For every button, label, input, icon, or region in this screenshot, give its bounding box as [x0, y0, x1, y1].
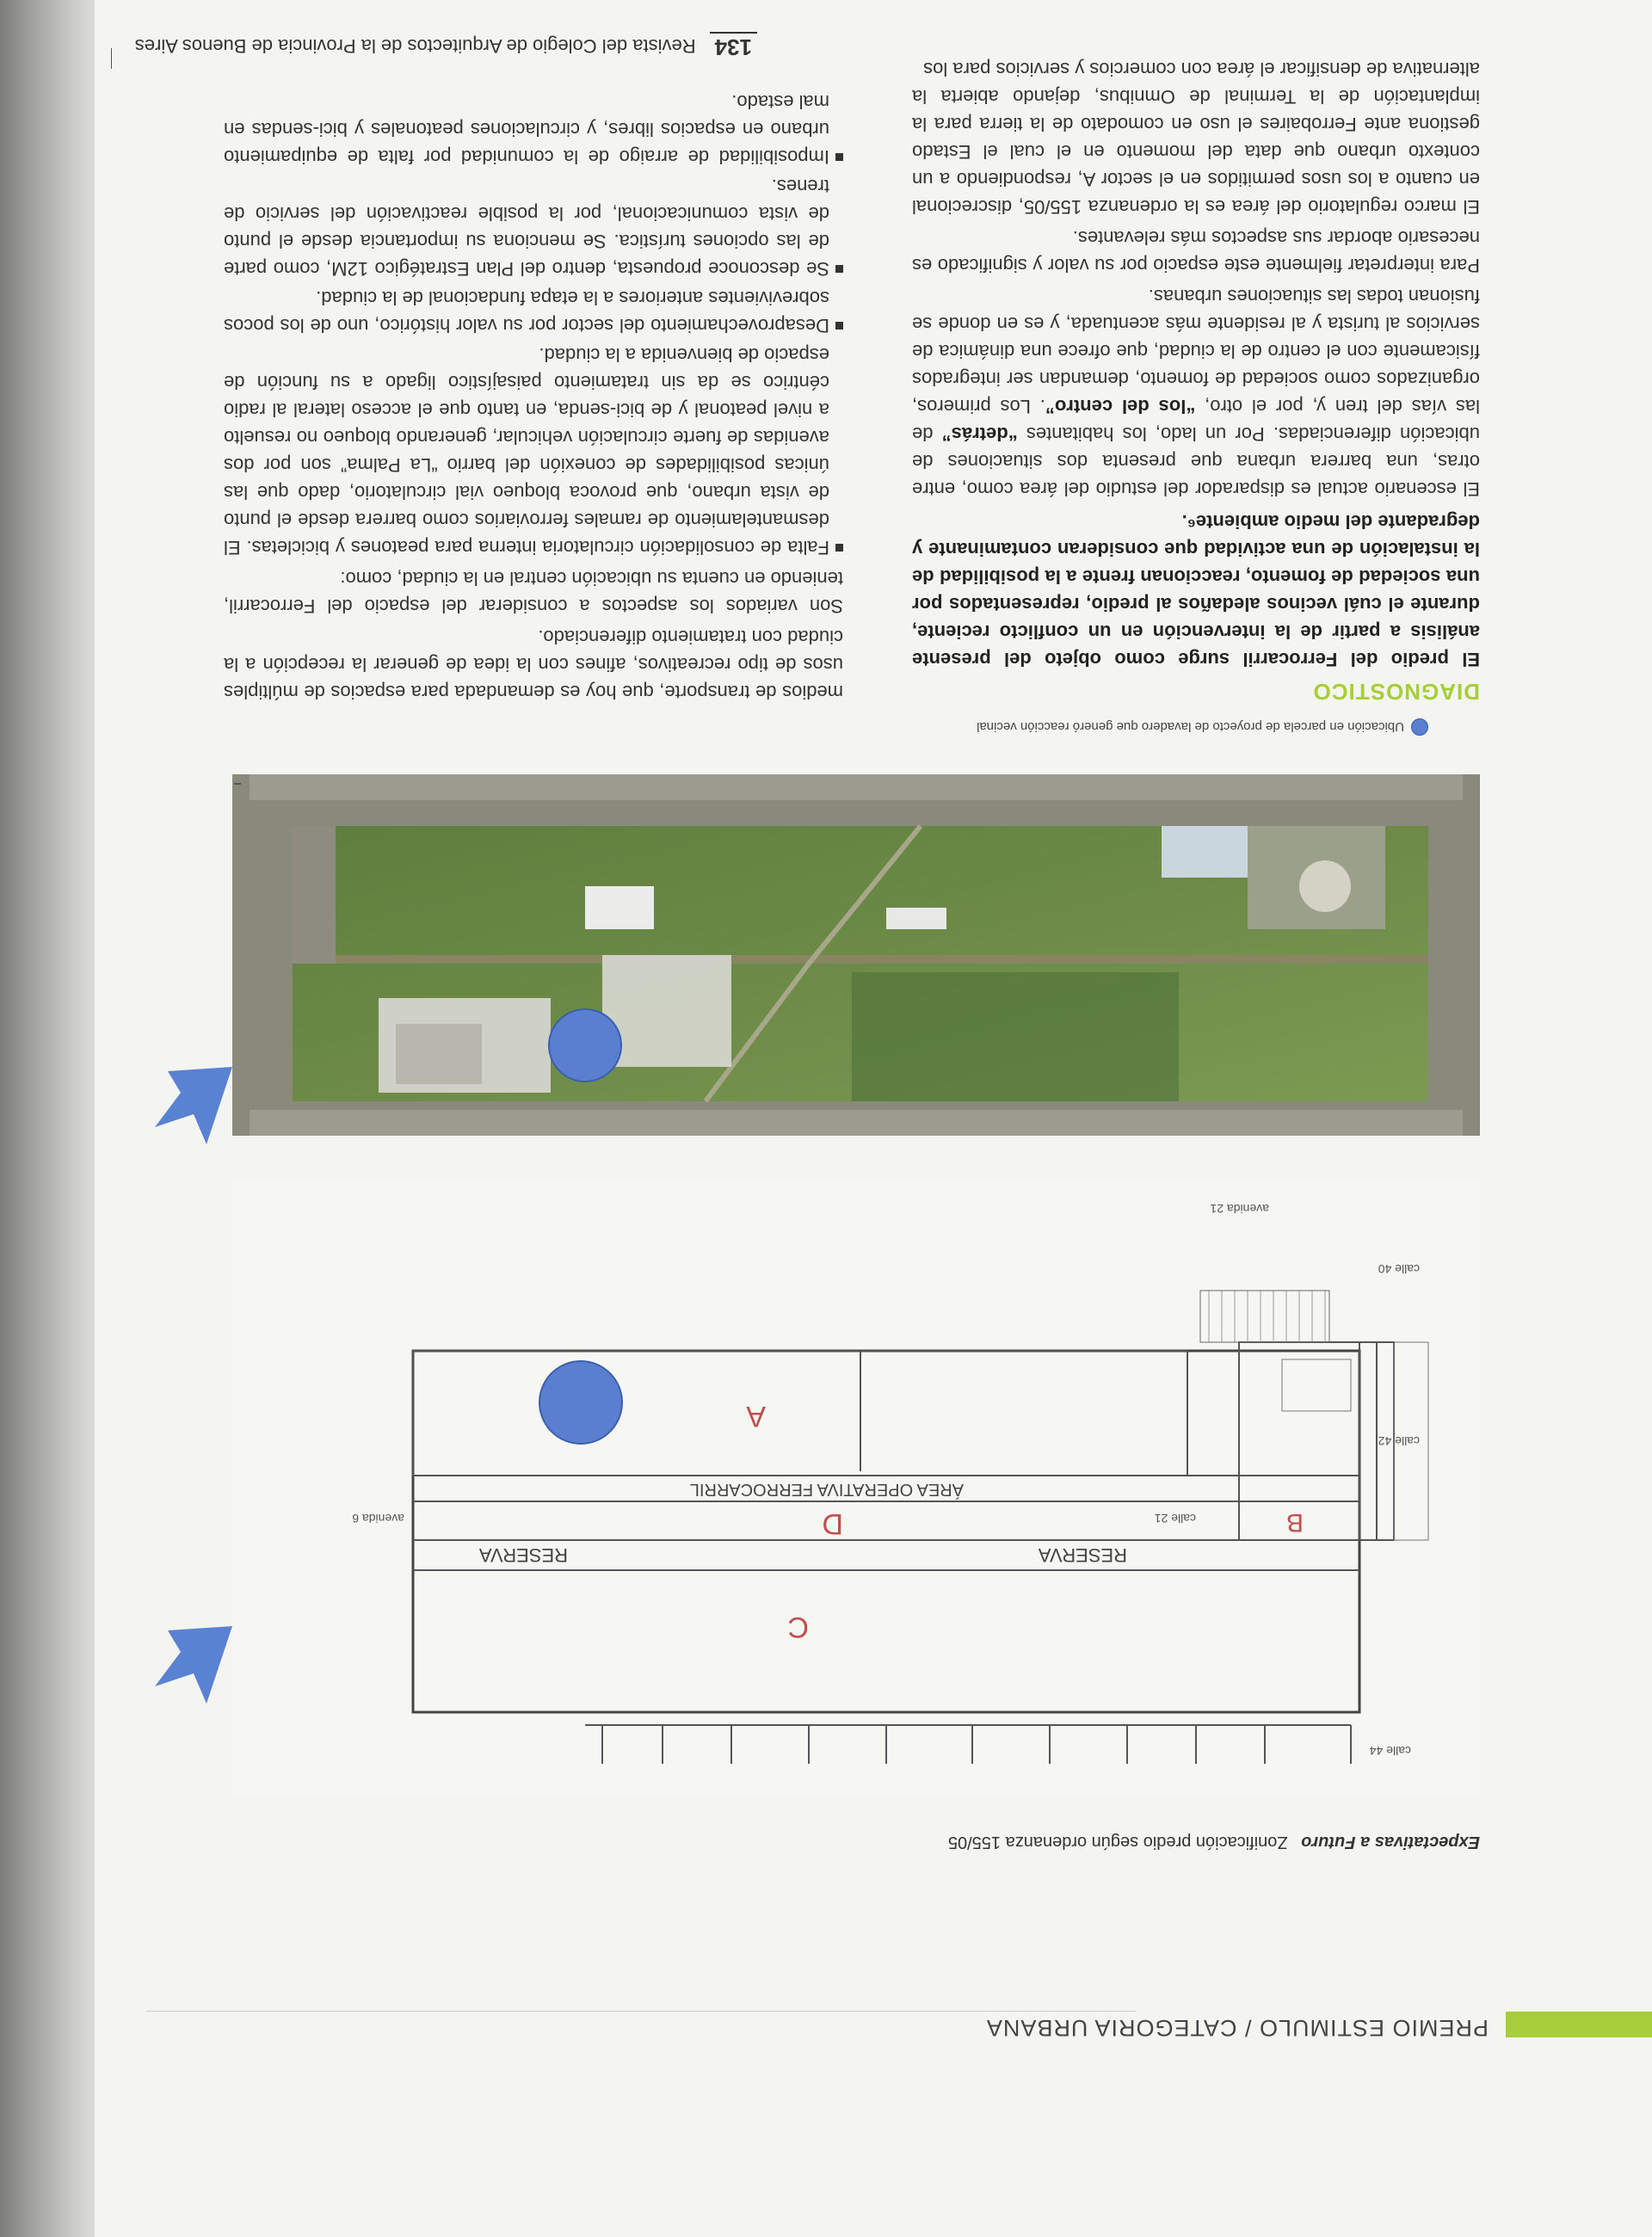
zone-d-label: D	[822, 1507, 843, 1540]
article-column-left	[912, 52, 1480, 706]
caption-lead: Expectativas a Futuro	[1301, 1833, 1480, 1852]
bullet-item: Desaprovechamiento del sector por su valor histórico, uno de los pocos sobrevivientes anteriores a la etapa fundacional de la ciudad.	[224, 284, 843, 339]
reserva-right-label: RESERVA	[1038, 1544, 1127, 1566]
section-heading: DIAGNOSTICO	[1312, 679, 1480, 705]
lead-paragraph: El predio del Ferrocarril surge como objeto del presente análisis a partir de la intervención en un conflicto reciente, durante el cuál vecinos aledaños al predio, representados por una sociedad de fomento, reaccionan frente a la posibilidad de la instalación de una actividad que consideran contaminante y degradante del medio ambiente⁶.	[912, 511, 1480, 670]
reserva-left-label: RESERVA	[478, 1544, 568, 1566]
paragraph: Para interpretar fielmente este espacio por su valor y significado es necesario abordar sus aspectos más relevantes.	[912, 227, 1480, 276]
page-folio	[135, 32, 757, 60]
paragraph: Son variados los aspectos a considerar del espacio del Ferrocarril, teniendo en cuenta su ubicación central en la ciudad, como:	[224, 568, 843, 617]
legend-dot	[1411, 718, 1428, 736]
paragraph	[912, 282, 1480, 502]
street-44-label: calle 44	[1369, 1744, 1411, 1758]
zone-a-label: A	[746, 1400, 766, 1433]
emphasis: “detrás”	[941, 423, 1018, 445]
zone-c-label: C	[787, 1611, 809, 1643]
zone-b-label: B	[1285, 1508, 1304, 1537]
aerial-photo	[232, 774, 1480, 1136]
arrow-icon	[155, 1067, 232, 1144]
bullet-item: Imposibilidad de arraigo de la comunidad por falta de equipamiento urbano en espacios libres, y circulaciones peatonales y bici-sendas en mal estado.	[224, 88, 843, 170]
article-column-right	[224, 86, 843, 706]
legend-text: Ubicación en parcela de proyecto de lavadero que generó reacción vecinal	[977, 719, 1404, 735]
bullet-item: Falta de consolidación circulatoria interna para peatones y bicicletas. El desmantelamiento de ramales ferroviarios como barrera desde el punto de vista urbano, que provoca bloqueo vial circulatorio, dado que las únicas posibilidades de conexión del barrio “La Palma” son por dos avenidas de fuerte circulación vehicular, generando bloqueo no resuelto a nivel peatonal y de bici-senda, en tanto que el acceso lateral al radio céntrico se da sin tratamiento paisajístico ligado a su función de espacio de bienvenida a la ciudad.	[224, 341, 843, 561]
figure-legend	[977, 718, 1428, 736]
header-rule	[146, 2011, 1136, 2012]
lavadero-location-marker	[539, 1361, 622, 1444]
operative-area-label: ÁREA OPERATIVA FERROCARRIL	[689, 1480, 964, 1499]
street-40-label: calle 40	[1378, 1262, 1420, 1276]
paragraph: El marco regulatorio del área es la ordenanza 155/05, discrecional en cuanto a los usos permitidos en el sector A, respondiendo a un contexto urbano que data del momento en el cual el Estado gestiona ante Ferrobaires el uso en comodato de la tierra para la implantación de la Terminal de Omnibus, dejando abierta la alternativa de densificar el área con comercios y servicios para los	[912, 59, 1480, 218]
paragraph: medios de transporte, que hoy es demandada para espacios de múltiples usos de tipo recreativos, afines con la idea de generar la recepción a la ciudad con tratamiento diferenciado.	[224, 626, 843, 703]
crop-mark	[111, 48, 112, 69]
text-run: . Los primeros, organizados como sociedad de fomento, demandan ser integrados físicamente con el centro de la ciudad, que ofrece una dinámica de servicios al turista y al residente más acentuada, y es en donde se fusionan todas las situaciones urbanas.	[912, 286, 1480, 417]
avenue-6-label: avenida 6	[352, 1512, 404, 1525]
text-run: de las vías del tren y, por el otro,	[912, 396, 1480, 445]
figure-caption	[948, 1832, 1480, 1852]
journal-name: Revista del Colegio de Arquitectos de la Provincia de Buenos Aires	[134, 35, 696, 57]
scanned-page	[95, 0, 1652, 2237]
bullet-item: Se desconoce propuesta, dentro del Plan Estratégico 12M, como parte de las opciones turística. Se menciona su importancia desde el punto de vista comunicacional, por la posible reactivación del servicio de trenes.	[224, 172, 843, 282]
text-run: El escenario actual es disparador del estudio del área como, entre otras, una barrera urbana que presenta dos situaciones de ubicación diferenciadas. Por un lado, los habitantes	[912, 423, 1480, 500]
margin-mark	[234, 783, 241, 785]
arrow-icon	[155, 1626, 232, 1704]
street-42-label: calle 42	[1378, 1434, 1420, 1448]
street-21-label: calle 21	[1154, 1512, 1196, 1525]
aerial-location-marker	[549, 1009, 621, 1082]
zoning-plan	[232, 1179, 1480, 1798]
emphasis: “los del centro”	[1045, 396, 1196, 417]
caption-text: Zonificación predio según ordenanza 155/05	[947, 1833, 1288, 1852]
page-number: 134	[710, 32, 757, 60]
section-label: PREMIO ESTIMULO / CATEGORIA URBANA	[985, 2015, 1489, 2041]
section-color-band	[1506, 2012, 1652, 2037]
avenue-21-label: avenida 21	[1210, 1202, 1269, 1216]
